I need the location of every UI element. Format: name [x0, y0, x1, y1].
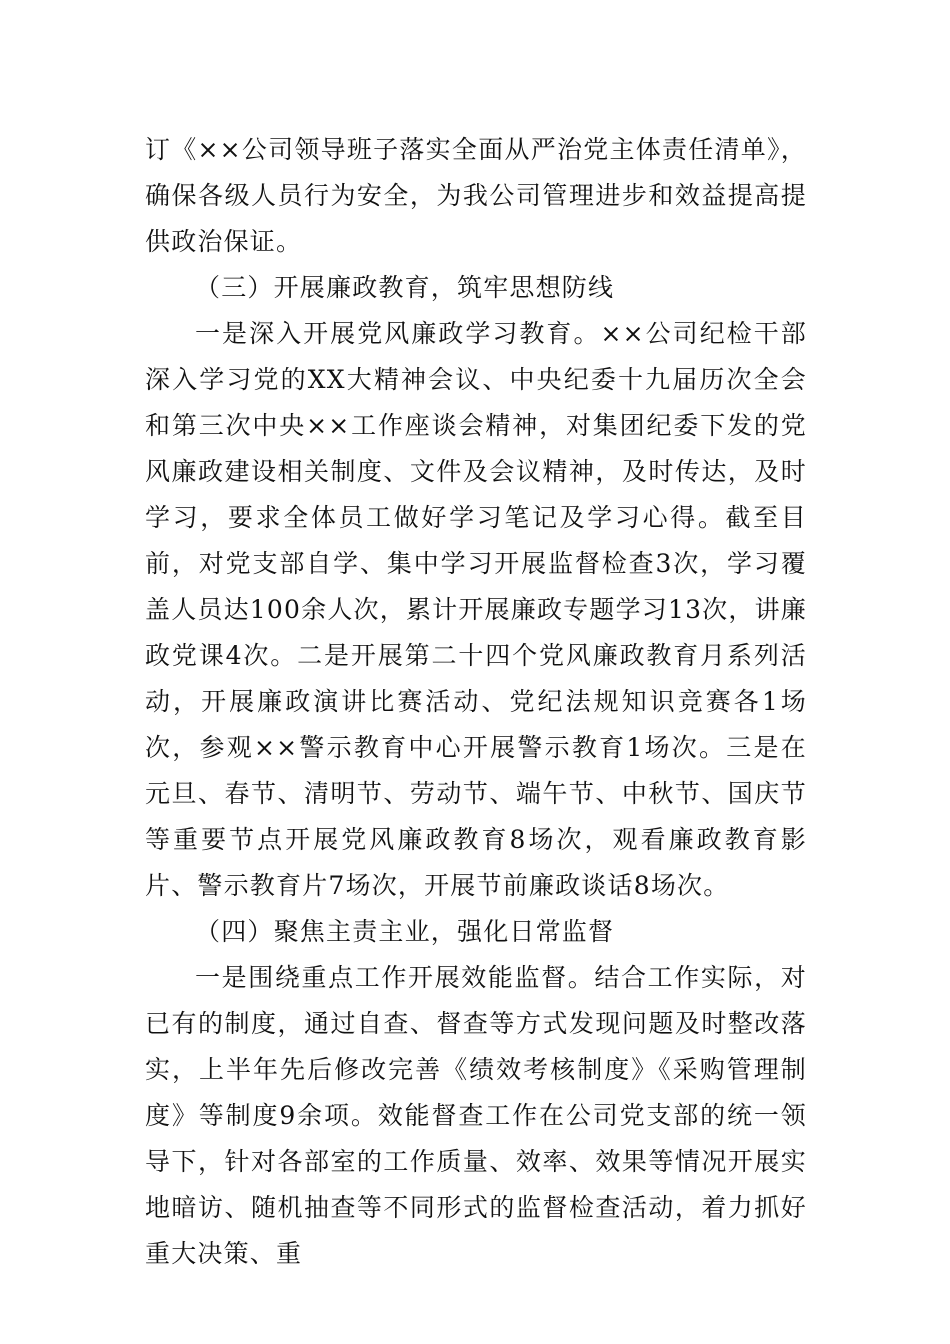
- paragraph-education: 一是深入开展党风廉政学习教育。××公司纪检干部深入学习党的XX大精神会议、中央纪委十九届历次全会和第三次中央××工作座谈会精神，对集团纪委下发的党风廉政建设相关制度、文件及会议精神，及时传达，及时学习，要求全体员工做好学习笔记及学习心得。截至目前，对党支部自学、集中学习开展监督检查3次，学习覆盖人员达100余人次，累计开展廉政专题学习13次，讲廉政党课4次。二是开展第二十四个党风廉政教育月系列活动，开展廉政演讲比赛活动、党纪法规知识竞赛各1场次，参观××警示教育中心开展警示教育1场次。三是在元旦、春节、清明节、劳动节、端午节、中秋节、国庆节等重要节点开展党风廉政教育8场次，观看廉政教育影片、警示教育片7场次，开展节前廉政谈话8场次。: [145, 319, 807, 900]
- document-body: [145, 127, 807, 1277]
- paragraph-supervision: 一是围绕重点工作开展效能监督。结合工作实际，对已有的制度，通过自查、督查等方式发现问题及时整改落实，上半年先后修改完善《绩效考核制度》《采购管理制度》等制度9余项。效能督查工作在公司党支部的统一领导下，针对各部室的工作质量、效率、效果等情况开展实地暗访、随机抽查等不同形式的监督检查活动，着力抓好重大决策、重: [145, 963, 807, 1268]
- paragraph-continuation: 订《××公司领导班子落实全面从严治党主体责任清单》，确保各级人员行为安全，为我公司管理进步和效益提高提供政治保证。: [145, 135, 807, 256]
- section-heading-4: （四）聚焦主责主业，强化日常监督: [195, 917, 615, 946]
- section-heading-3: （三）开展廉政教育，筑牢思想防线: [195, 273, 615, 302]
